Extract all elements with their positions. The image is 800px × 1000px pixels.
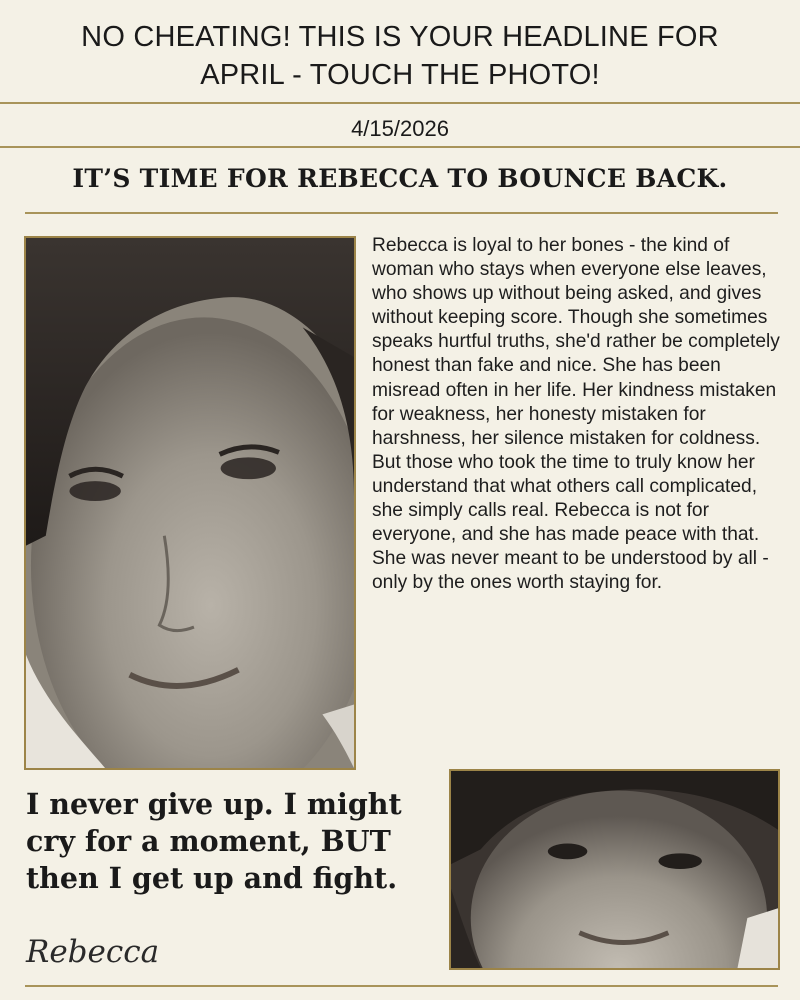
headline-divider: [25, 212, 778, 214]
pull-quote: I never give up. I might cry for a moment, BUT then I get up and fight.: [26, 787, 402, 895]
bottom-divider: [25, 985, 778, 987]
portrait-image-small: [451, 771, 778, 968]
main-portrait-photo[interactable]: [24, 236, 356, 770]
issue-date: 4/15/2026: [351, 116, 449, 141]
secondary-portrait-photo[interactable]: [449, 769, 780, 970]
top-divider: [0, 102, 800, 104]
article-body: Rebecca is loyal to her bones - the kind of woman who stays when everyone else leaves, who shows up without being asked, and gives without keeping score. Though she sometimes speaks hurtful truths, she'd rather be completely honest than fake and nice. She has been misread often in her life. Her kindness mistaken for weakness, her honesty mistaken for harshness, her silence mistaken for coldness. But those who took the time to truly know her understand that what others call complicated, she simply calls real. Rebecca is not for everyone, and she has made peace with that. She was never meant to be understood by all - only by the ones worth staying for.: [372, 235, 780, 594]
date-divider: [0, 146, 800, 148]
quote-signature: Rebecca: [26, 934, 160, 970]
portrait-image: [26, 238, 354, 768]
headline-prompt-banner: [0, 18, 800, 94]
banner-line-2: APRIL - TOUCH THE PHOTO!: [200, 59, 600, 91]
article-headline: IT’S TIME FOR REBECCA TO BOUNCE BACK.: [72, 164, 728, 193]
banner-line-1: NO CHEATING! THIS IS YOUR HEADLINE FOR: [81, 21, 719, 53]
